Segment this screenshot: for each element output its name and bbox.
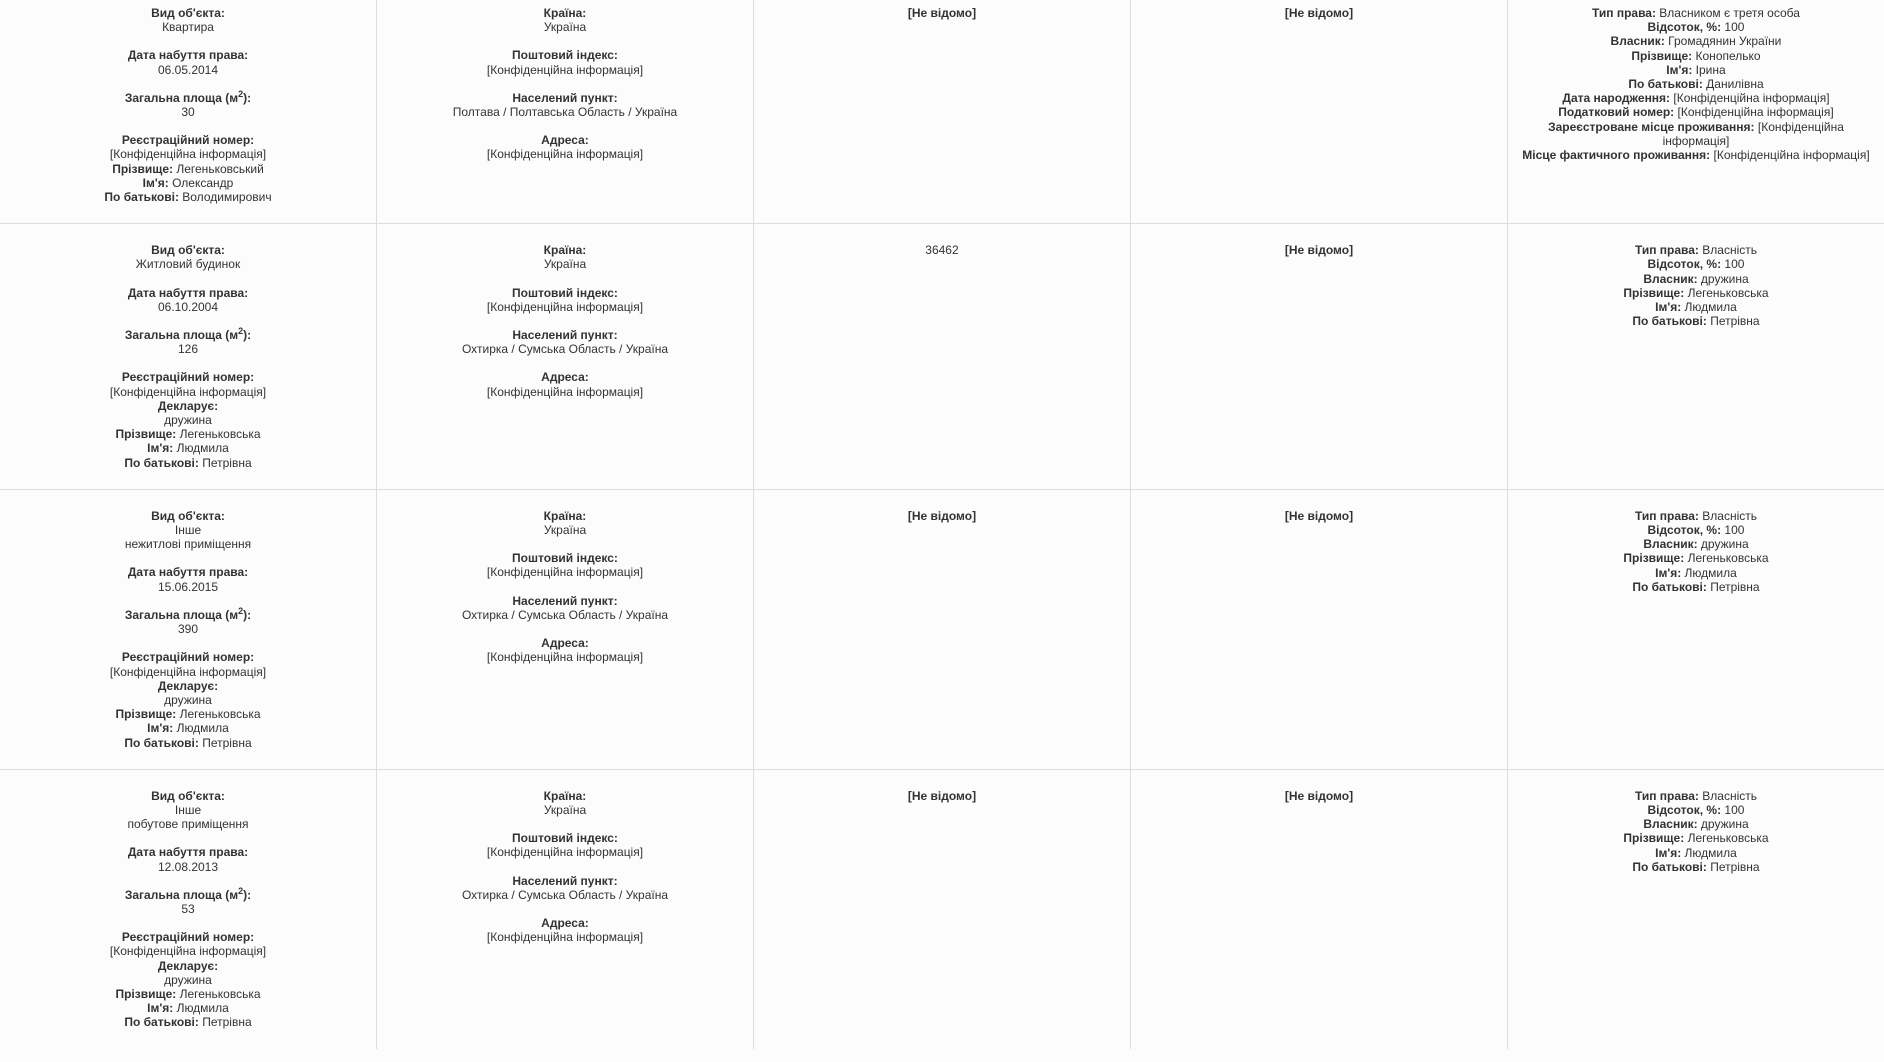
field-label: Вид об'єкта: [151, 508, 225, 523]
field-value: Петрівна [1706, 579, 1760, 594]
field-value: [Конфіденційна інформація] [486, 565, 644, 580]
field-value: 15.06.2015 [157, 579, 219, 594]
field-label: Тип права: [1634, 508, 1699, 523]
field-label: [Не відомо] [907, 788, 977, 803]
field-value: Людмила [173, 721, 229, 736]
field-label: Прізвище: [1623, 831, 1685, 846]
field-value: побутове приміщення [127, 817, 249, 832]
ownership-rights-cell [1507, 0, 1884, 224]
field-value: Легеньковська [176, 986, 261, 1001]
value-2-cell [1130, 489, 1507, 769]
field-label: Відсоток, %: [1647, 20, 1722, 35]
field-value: Людмила [1681, 565, 1737, 580]
field-group [386, 6, 744, 34]
field-value: Петрівна [1706, 859, 1760, 874]
field-label: ): [243, 328, 252, 343]
field-label: Дата набуття права: [127, 48, 249, 63]
field-group [1517, 243, 1875, 328]
field-value: Петрівна [198, 1015, 252, 1030]
field-value: Петрівна [1706, 314, 1760, 329]
field-group [1517, 789, 1875, 874]
field-group [386, 328, 744, 356]
field-group [386, 874, 744, 902]
field-label: Ім'я: [147, 441, 174, 456]
field-label: Адреса: [541, 636, 589, 651]
value-2-cell [1130, 224, 1507, 490]
field-value: дружина [1697, 271, 1749, 286]
field-label: Реєстраційний номер: [121, 370, 255, 385]
field-label: Поштовий індекс: [512, 831, 618, 846]
field-label: По батькові: [1632, 314, 1707, 329]
field-group [9, 605, 367, 637]
field-value: Власником є третя особа [1655, 6, 1800, 20]
field-label: Населений пункт: [512, 328, 618, 343]
field-label: 2 [238, 605, 244, 616]
field-value: 100 [1721, 523, 1745, 538]
field-value: Власність [1698, 788, 1757, 803]
field-label: [Не відомо] [1284, 508, 1354, 523]
field-value: Україна [543, 20, 587, 35]
field-group [9, 930, 367, 1029]
field-label: Місце фактичного проживання: [1522, 148, 1711, 163]
field-value: Людмила [1681, 300, 1737, 315]
field-label: Ім'я: [147, 1001, 174, 1016]
field-label: Прізвище: [1623, 551, 1685, 566]
field-group [386, 916, 744, 944]
field-label: ): [243, 887, 252, 902]
field-label: Поштовий індекс: [512, 285, 618, 300]
field-value: [Конфіденційна інформація] [486, 384, 644, 399]
field-label: По батькові: [124, 735, 199, 750]
object-info-cell [0, 0, 377, 224]
field-value: Громадянин України [1664, 34, 1782, 49]
field-label: Вид об'єкта: [151, 788, 225, 803]
field-label: Реєстраційний номер: [121, 930, 255, 945]
field-value: [Конфіденційна інформація] [486, 62, 644, 77]
field-value: дружина [1697, 537, 1749, 552]
field-label: Власник: [1643, 537, 1698, 552]
field-group [1517, 509, 1875, 594]
field-group [386, 286, 744, 314]
field-label: 2 [238, 88, 244, 99]
value-1-cell [753, 0, 1130, 224]
field-value: [Конфіденційна інформація] [109, 147, 267, 162]
field-value: Україна [543, 257, 587, 272]
ownership-rights-cell [1507, 489, 1884, 769]
field-label: Поштовий індекс: [512, 48, 618, 63]
field-value: [Конфіденційна інформація] [109, 944, 267, 959]
field-label: Тип права: [1591, 6, 1656, 20]
field-group [9, 370, 367, 469]
field-label: Податковий номер: [1558, 105, 1675, 120]
field-label: Дата набуття права: [127, 565, 249, 580]
field-label: Загальна площа (м [124, 328, 239, 343]
field-label: Прізвище: [115, 427, 177, 442]
field-label: Ім'я: [1666, 62, 1693, 77]
field-group [386, 831, 744, 859]
field-value: Власність [1698, 508, 1757, 523]
field-label: Країна: [543, 788, 587, 803]
object-info-cell [0, 769, 377, 1048]
field-label: Декларує: [157, 398, 219, 413]
field-value: Легеньковський [173, 161, 264, 176]
field-value: Полтава / Полтавська Область / Україна [452, 105, 678, 120]
field-value: 390 [177, 622, 199, 637]
field-value: [Конфіденційна інформація] [1710, 148, 1870, 163]
field-label: Загальна площа (м [124, 607, 239, 622]
field-value: дружина [1697, 817, 1749, 832]
field-label: Населений пункт: [512, 90, 618, 105]
field-value: Легеньковська [1684, 551, 1769, 566]
field-value: [Конфіденційна інформація] [109, 384, 267, 399]
field-label: Ім'я: [142, 175, 169, 190]
ownership-rights-cell [1507, 769, 1884, 1048]
field-value: 100 [1721, 257, 1745, 272]
field-group [9, 565, 367, 593]
field-label: Декларує: [157, 958, 219, 973]
field-label: Адреса: [541, 133, 589, 148]
location-info-cell [377, 224, 754, 490]
field-value: Людмила [173, 1001, 229, 1016]
field-value: [Конфіденційна інформація] [486, 299, 644, 314]
field-value: 06.10.2004 [157, 299, 219, 314]
field-label: По батькові: [1632, 859, 1707, 874]
table-row [0, 0, 1884, 224]
field-label: Зареєстроване місце проживання: [1548, 119, 1755, 134]
field-value: 53 [181, 901, 195, 916]
field-group [9, 789, 367, 832]
field-group [386, 243, 744, 271]
field-value: 12.08.2013 [157, 859, 219, 874]
field-label: 2 [238, 885, 244, 896]
field-label: Власник: [1643, 271, 1698, 286]
value-1-cell [753, 769, 1130, 1048]
field-label: [Не відомо] [1284, 6, 1354, 20]
field-group [9, 133, 367, 204]
field-value: [Конфіденційна інформація] [1662, 119, 1844, 148]
field-label: [Не відомо] [907, 508, 977, 523]
field-label: Тип права: [1634, 788, 1699, 803]
field-group [1140, 243, 1498, 257]
object-info-cell [0, 224, 377, 490]
field-value: Конопелько [1692, 48, 1761, 63]
location-info-cell [377, 769, 754, 1048]
field-label: Прізвище: [115, 986, 177, 1001]
field-label: Прізвище: [1631, 48, 1693, 63]
field-label: Країна: [543, 508, 587, 523]
field-label: Ім'я: [1655, 845, 1682, 860]
field-value: Олександр [168, 175, 234, 190]
field-label: Реєстраційний номер: [121, 650, 255, 665]
field-group [386, 789, 744, 817]
field-value: дружина [164, 413, 212, 428]
field-group [9, 48, 367, 76]
field-label: Населений пункт: [512, 593, 618, 608]
field-group [386, 91, 744, 119]
field-group [9, 650, 367, 749]
field-value: [Конфіденційна інформація] [486, 147, 644, 162]
field-value: [Конфіденційна інформація] [109, 664, 267, 679]
field-group [1140, 509, 1498, 523]
field-value: Легеньковська [176, 427, 261, 442]
field-group [1140, 6, 1498, 20]
field-label: 2 [238, 326, 244, 337]
field-label: Прізвище: [112, 161, 174, 176]
field-label: Відсоток, %: [1647, 802, 1722, 817]
field-label: Адреса: [541, 915, 589, 930]
field-label: Дата набуття права: [127, 845, 249, 860]
field-group [386, 370, 744, 398]
field-label: Адреса: [541, 370, 589, 385]
field-value: Інше [174, 802, 202, 817]
field-group [386, 551, 744, 579]
table-row [0, 489, 1884, 769]
field-label: Дата народження: [1562, 91, 1671, 106]
value-2-cell [1130, 0, 1507, 224]
field-label: [Не відомо] [907, 6, 977, 20]
field-value: Легеньковська [1684, 831, 1769, 846]
field-group [763, 6, 1121, 20]
field-value: [Конфіденційна інформація] [1674, 105, 1834, 120]
field-value: Охтирка / Сумська Область / Україна [461, 887, 669, 902]
field-value: 100 [1721, 20, 1745, 35]
field-label: Вид об'єкта: [151, 243, 225, 258]
field-group [9, 88, 367, 120]
field-value: Квартира [162, 20, 214, 35]
field-value: Людмила [1681, 845, 1737, 860]
field-label: Тип права: [1634, 243, 1699, 258]
value-2-cell [1130, 769, 1507, 1048]
field-value: нежитлові приміщення [124, 537, 252, 552]
field-group [386, 48, 744, 76]
field-label: Власник: [1643, 817, 1698, 832]
field-value: дружина [164, 692, 212, 707]
ownership-rights-cell [1507, 224, 1884, 490]
field-label: Ім'я: [1655, 565, 1682, 580]
field-label: Відсоток, %: [1647, 523, 1722, 538]
field-label: ): [243, 607, 252, 622]
field-label: По батькові: [1632, 579, 1707, 594]
field-label: Загальна площа (м [124, 887, 239, 902]
field-value: Власність [1698, 243, 1757, 258]
object-info-cell [0, 489, 377, 769]
field-label: Відсоток, %: [1647, 257, 1722, 272]
field-group [9, 243, 367, 271]
field-label: Країна: [543, 243, 587, 258]
field-value: Україна [543, 523, 587, 538]
location-info-cell [377, 0, 754, 224]
field-group [386, 636, 744, 664]
field-label: По батькові: [104, 190, 179, 205]
field-value: 30 [181, 105, 195, 120]
field-value: Ірина [1692, 62, 1726, 77]
field-label: По батькові: [124, 455, 199, 470]
field-group [9, 509, 367, 552]
field-group [9, 885, 367, 916]
field-label: По батькові: [124, 1015, 199, 1030]
field-label: Власник: [1610, 34, 1665, 49]
field-value: дружина [164, 972, 212, 987]
field-value: Інше [174, 523, 202, 538]
field-label: ): [243, 90, 252, 105]
field-label: Вид об'єкта: [151, 6, 225, 20]
field-value: 36462 [925, 243, 959, 258]
field-value: [Конфіденційна інформація] [486, 930, 644, 945]
field-group [9, 845, 367, 873]
field-label: Загальна площа (м [124, 90, 239, 105]
field-group [9, 328, 367, 356]
field-value: [Конфіденційна інформація] [486, 650, 644, 665]
field-value: Охтирка / Сумська Область / Україна [461, 607, 669, 622]
field-value: Петрівна [198, 735, 252, 750]
field-group [386, 133, 744, 161]
field-value: Охтирка / Сумська Область / Україна [461, 342, 669, 357]
field-group [386, 509, 744, 537]
value-1-cell [753, 489, 1130, 769]
field-label: Дата набуття права: [127, 285, 249, 300]
field-value: 06.05.2014 [157, 62, 219, 77]
field-value: Володимирович [178, 190, 272, 205]
field-value: Легеньковська [1684, 285, 1769, 300]
field-label: Реєстраційний номер: [121, 133, 255, 148]
field-label: Декларує: [157, 678, 219, 693]
field-value: 100 [1721, 802, 1745, 817]
field-label: Населений пункт: [512, 873, 618, 888]
field-label: По батькові: [1628, 77, 1703, 92]
field-value: Данилівна [1702, 77, 1764, 92]
field-label: Ім'я: [1655, 300, 1682, 315]
field-label: Країна: [543, 6, 587, 20]
field-value: [Конфіденційна інформація] [486, 845, 644, 860]
field-label: [Не відомо] [1284, 243, 1354, 258]
field-group [763, 243, 1121, 257]
field-group [9, 286, 367, 314]
field-value: Житловий будинок [135, 257, 241, 272]
location-info-cell [377, 489, 754, 769]
field-label: Ім'я: [147, 721, 174, 736]
field-group [763, 789, 1121, 803]
field-group [1140, 789, 1498, 803]
table-row [0, 769, 1884, 1048]
field-group [763, 509, 1121, 523]
field-value: 126 [177, 342, 199, 357]
value-1-cell [753, 224, 1130, 490]
field-label: Прізвище: [1623, 285, 1685, 300]
field-value: Петрівна [198, 455, 252, 470]
field-group [386, 594, 744, 622]
field-value: Людмила [173, 441, 229, 456]
field-label: Прізвище: [115, 707, 177, 722]
field-value: Легеньковська [176, 707, 261, 722]
field-value: [Конфіденційна інформація] [1670, 91, 1830, 106]
field-label: Поштовий індекс: [512, 551, 618, 566]
field-group [9, 6, 367, 34]
table-row [0, 224, 1884, 490]
field-value: Україна [543, 802, 587, 817]
field-group [1517, 6, 1875, 162]
field-label: [Не відомо] [1284, 788, 1354, 803]
